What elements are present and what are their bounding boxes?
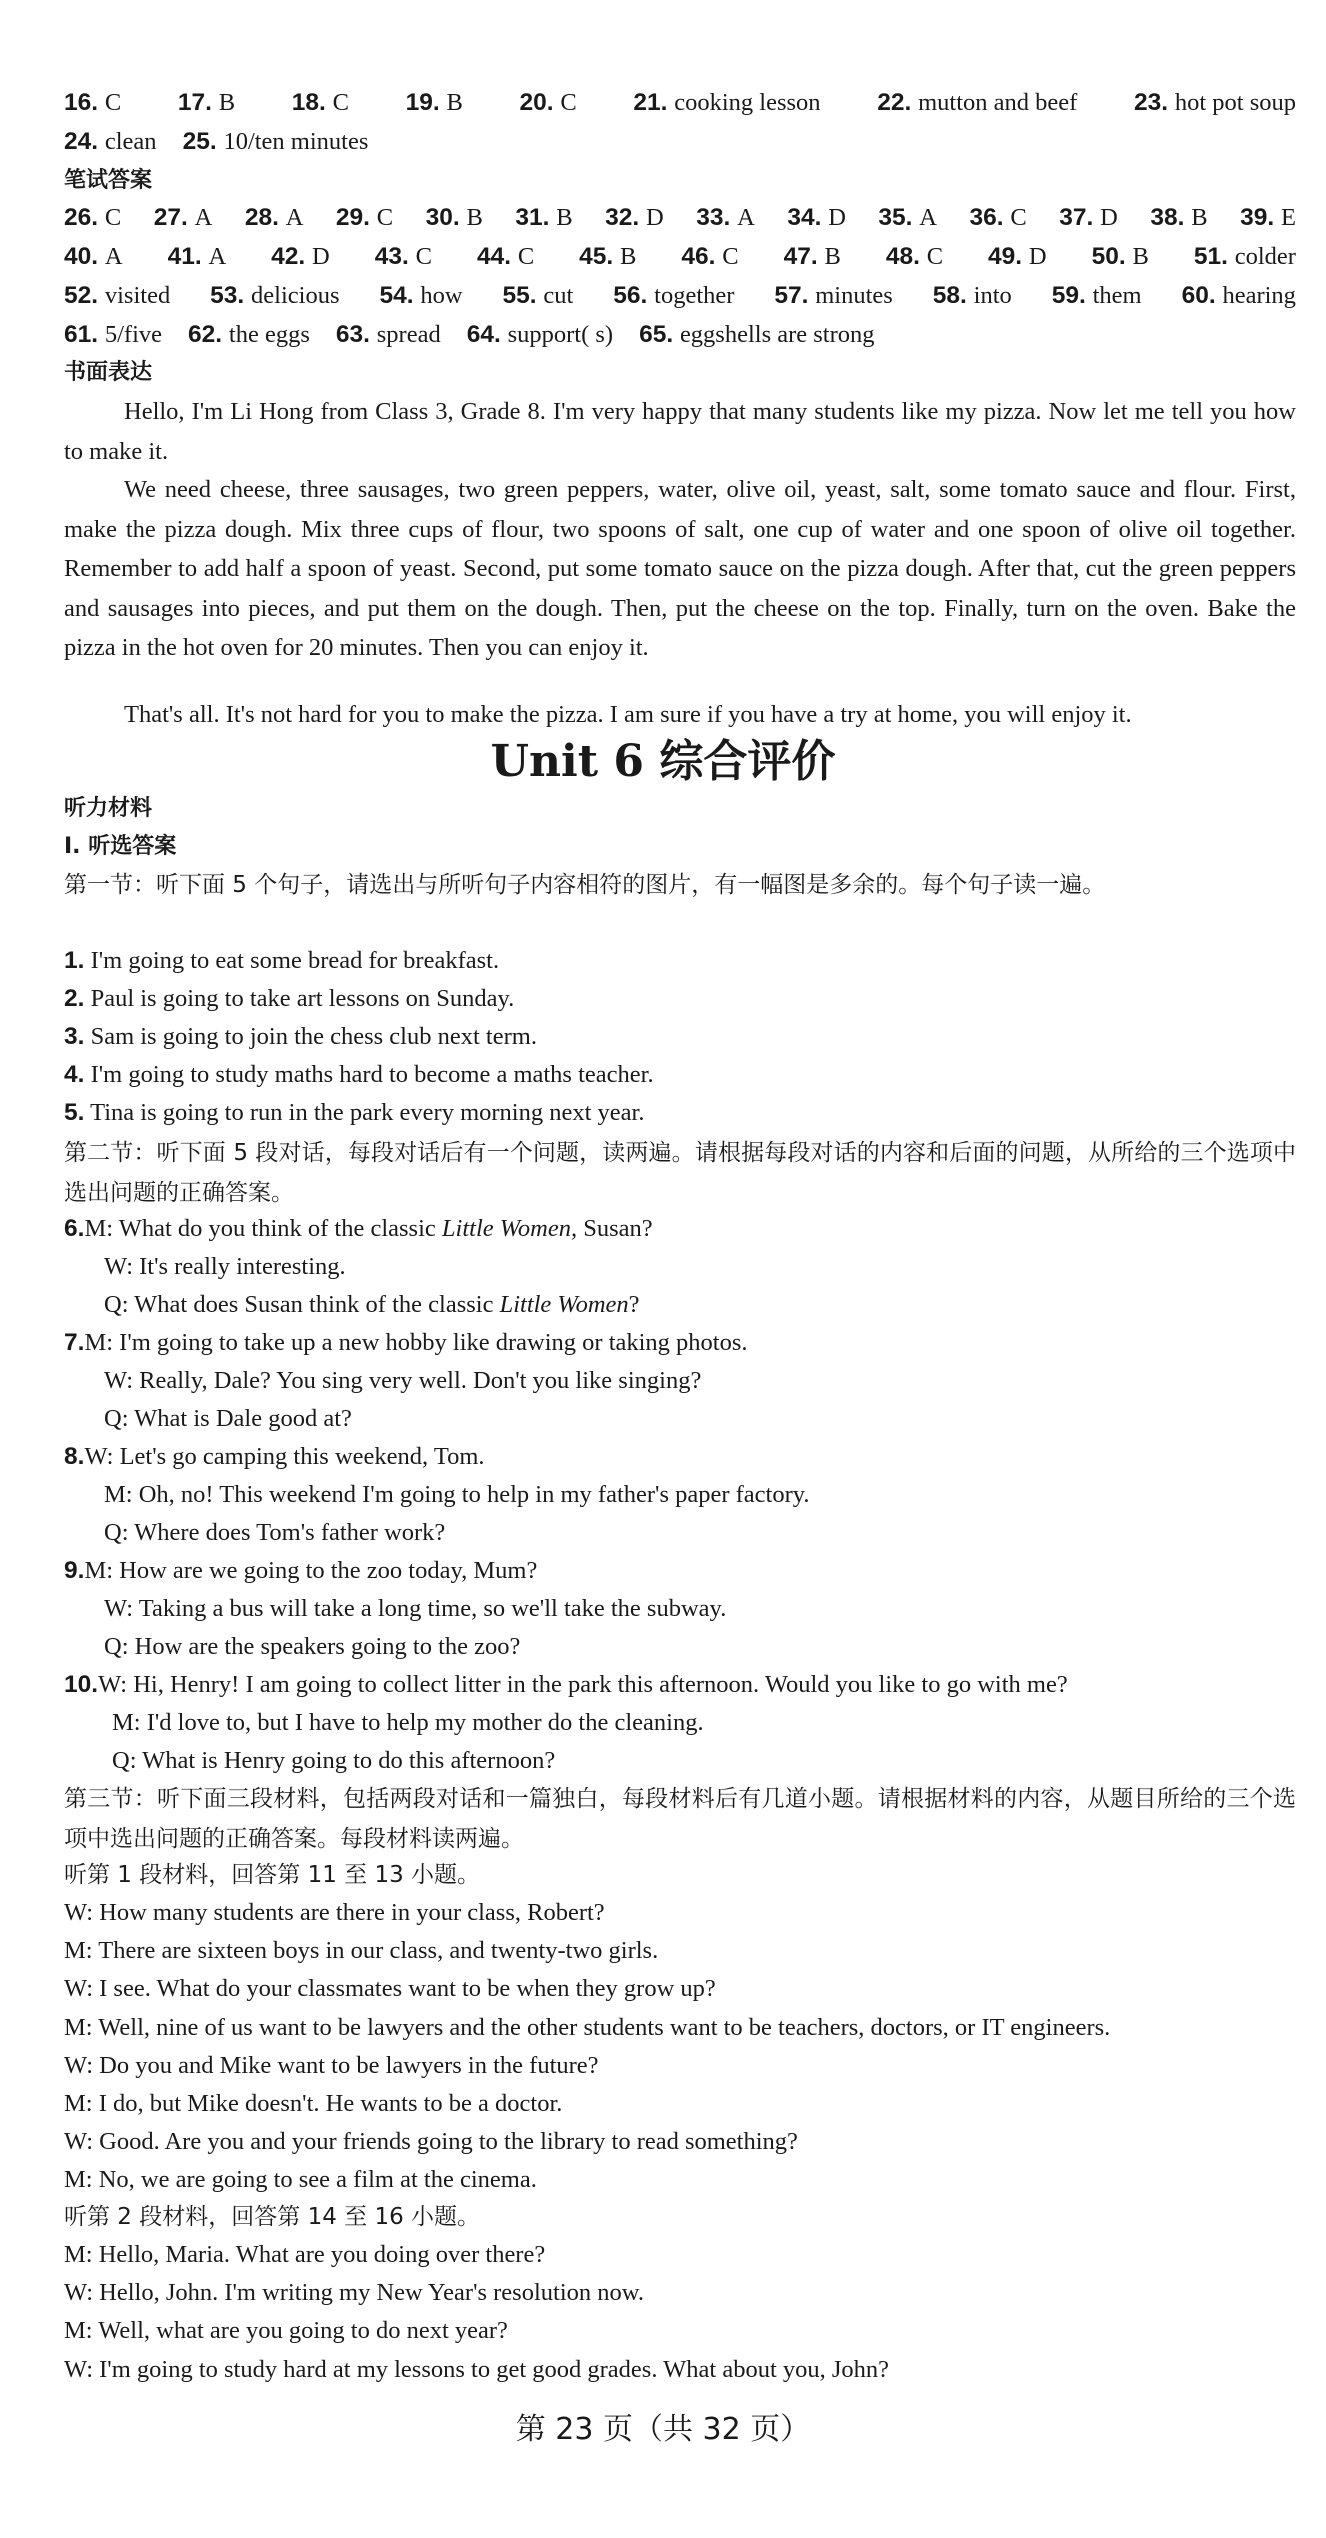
answer-number: 64. <box>466 321 508 348</box>
q9-line-1: 9.M: How are we going to the zoo today, Mum? <box>64 1557 538 1584</box>
answer-number: 48. <box>885 243 927 270</box>
answer-number: 21. <box>633 89 675 116</box>
answer-number: 31. <box>515 204 557 231</box>
answer-item <box>970 199 1027 237</box>
answer-item <box>784 238 841 276</box>
answer-number: 19. <box>405 89 447 116</box>
dialogue-line: W: I'm going to study hard at my lessons to get good grades. What about you, John? <box>64 2355 890 2383</box>
answer-value: mutton and beef <box>918 89 1078 116</box>
answer-item <box>633 84 820 122</box>
answer-number: 35. <box>878 204 920 231</box>
answer-number: 50. <box>1091 243 1133 270</box>
answer-item <box>154 199 213 237</box>
answer-value: into <box>973 282 1012 309</box>
answer-value: A <box>285 204 304 231</box>
answer-value: B <box>218 89 236 116</box>
answer-value: A <box>208 243 227 270</box>
answer-number: 63. <box>335 321 377 348</box>
answer-value: D <box>312 243 330 270</box>
answer-item <box>696 199 755 237</box>
dialogue-line: M: Well, what are you going to do next year? <box>64 2317 508 2345</box>
part-1-item <box>64 980 1296 1018</box>
answer-item <box>886 238 943 276</box>
answer-value: B <box>1132 243 1149 270</box>
dialogue-line: W: How many students are there in your class, Robert? <box>64 1899 605 1926</box>
dialogue-line: W: Hello, John. I'm writing my New Year's resolution now. <box>64 2279 644 2307</box>
q6-line-2: W: It's really interesting. <box>104 1253 346 1280</box>
page-footer: 第 23 页（共 32 页） <box>515 2412 811 2447</box>
item-text: Paul is going to take art lessons on Sunday. <box>84 985 515 1012</box>
answer-number: 46. <box>681 243 723 270</box>
item-number: 4. <box>64 1061 85 1088</box>
written-answers-row-2 <box>64 238 1296 276</box>
answer-item <box>375 238 432 276</box>
answer-value: C <box>104 89 122 116</box>
answer-item <box>183 123 369 161</box>
answer-number: 49. <box>988 243 1029 270</box>
answer-number: 16. <box>64 89 105 116</box>
answer-item <box>64 123 157 161</box>
answer-value: spread <box>376 321 441 348</box>
dialogue-line: M: I do, but Mike doesn't. He wants to be a doctor. <box>64 2090 563 2117</box>
answer-number: 20. <box>519 89 561 116</box>
answer-item <box>271 238 330 276</box>
answer-value: how <box>420 282 463 309</box>
answer-number: 27. <box>153 204 195 231</box>
answer-number: 58. <box>932 282 974 309</box>
answer-value: delicious <box>251 282 340 309</box>
part-1-item <box>64 1018 1296 1056</box>
answer-number: 33. <box>696 204 738 231</box>
answer-number: 62. <box>188 321 229 348</box>
answer-item <box>426 199 483 237</box>
answer-item <box>168 238 227 276</box>
q7-line-1: 7.M: I'm going to take up a new hobby like drawing or taking photos. <box>64 1329 748 1356</box>
listening-answers-row-2 <box>64 123 1296 161</box>
answer-number: 23. <box>1133 89 1175 116</box>
answer-value: E <box>1280 204 1296 231</box>
answer-number: 22. <box>877 89 919 116</box>
answer-number: 42. <box>271 243 313 270</box>
q7-question: Q: What is Dale good at? <box>104 1405 352 1432</box>
dialogue-line: W: Good. Are you and your friends going to the library to read something? <box>64 2128 798 2156</box>
answer-item <box>1240 199 1296 237</box>
q8-question: Q: Where does Tom's father work? <box>104 1519 446 1546</box>
writing-paragraph-1: Hello, I'm Li Hong from Class 3, Grade 8. I'm very happy that many students like my pizza. Now let me tell you how to make it. <box>64 398 1296 465</box>
answer-number: 25. <box>182 128 224 155</box>
answer-item <box>579 238 636 276</box>
answer-value: C <box>415 243 432 270</box>
answer-number: 38. <box>1150 204 1192 231</box>
answer-item <box>64 238 123 276</box>
answer-value: colder <box>1234 243 1296 270</box>
answer-item <box>613 277 734 315</box>
answer-item <box>1052 277 1142 315</box>
answer-item <box>988 238 1047 276</box>
item-number: 2. <box>64 985 85 1012</box>
part-3-intro: 第三节：听下面三段材料，包括两段对话和一篇独白，每段材料后有几道小题。请根据材料的内容，从题目所给的三个选项中选出问题的正确答案。每段材料读两遍。 <box>64 1786 1296 1852</box>
answer-value: D <box>828 204 846 231</box>
dialogue-line: M: Hello, Maria. What are you doing over there? <box>64 2241 546 2268</box>
answer-value: A <box>194 204 213 231</box>
answer-value: B <box>446 89 463 116</box>
answer-number: 24. <box>64 128 105 155</box>
answer-value: hot pot soup <box>1174 89 1296 116</box>
answer-number: 30. <box>425 204 467 231</box>
answer-number: 53. <box>210 282 252 309</box>
answer-item <box>1194 238 1296 276</box>
answer-value: support( s) <box>507 321 614 348</box>
answer-value: together <box>654 282 735 309</box>
q10-question: Q: What is Henry going to do this afternoon? <box>112 1747 556 1774</box>
written-answers-heading: 笔试答案 <box>64 168 153 193</box>
q10-line-2: M: I'd love to, but I have to help my mother do the cleaning. <box>112 1709 704 1736</box>
answer-number: 54. <box>379 282 421 309</box>
answer-number: 61. <box>64 321 105 348</box>
item-text: Tina is going to run in the park every morning next year. <box>84 1099 645 1126</box>
answer-value: D <box>1028 243 1047 270</box>
answer-item <box>64 199 121 237</box>
answer-number: 17. <box>177 89 219 116</box>
answer-item <box>877 84 1077 122</box>
answer-value: B <box>466 204 483 231</box>
answer-item <box>1134 84 1296 122</box>
answer-number: 41. <box>167 243 209 270</box>
answer-item <box>64 277 170 315</box>
listening-material-heading: 听力材料 <box>64 796 153 821</box>
answer-value: D <box>646 204 664 231</box>
answer-item <box>1059 199 1118 237</box>
dialogue-line: W: I see. What do your classmates want to be when they grow up? <box>64 1975 716 2003</box>
part-1-item <box>64 1056 1296 1094</box>
answer-value: minutes <box>815 282 893 309</box>
answer-item <box>477 238 534 276</box>
answer-value: A <box>919 204 937 231</box>
answer-item <box>336 199 393 237</box>
item-text: I'm going to eat some bread for breakfast. <box>84 947 500 974</box>
writing-paragraph-2: We need cheese, three sausages, two green peppers, water, olive oil, yeast, salt, some tomato sauce and flour. First, make the pizza dough. Mix three cups of flour, two spoons of salt, one cup of water and one spoon of olive oil together. Remember to add half a spoon of yeast. Second, put some tomato sauce on the pizza dough. After that, cut the green peppers and sausages into pieces, and put them on the dough. Then, put the cheese on the top. Finally, turn on the oven. Bake the pizza in the hot oven for 20 minutes. Then you can enjoy it. <box>64 476 1296 661</box>
part-1-item <box>64 1094 1296 1132</box>
answer-number: 40. <box>64 243 105 270</box>
answer-value: A <box>737 204 755 231</box>
part-1-intro: 第一节：听下面 5 个句子，请选出与所听句子内容相符的图片，有一幅图是多余的。每个句子读一遍。 <box>64 872 1106 898</box>
answer-item <box>774 277 892 315</box>
answer-item <box>188 316 310 354</box>
answer-item <box>639 316 874 354</box>
answer-number: 55. <box>502 282 544 309</box>
q7-line-2: W: Really, Dale? You sing very well. Don't you like singing? <box>104 1367 702 1394</box>
answer-item <box>336 316 441 354</box>
answer-number: 37. <box>1059 204 1101 231</box>
answer-value: B <box>1191 204 1208 231</box>
q9-line-2: W: Taking a bus will take a long time, so we'll take the subway. <box>104 1595 727 1622</box>
answer-value: B <box>556 204 573 231</box>
q8-line-1: 8.W: Let's go camping this weekend, Tom. <box>64 1443 485 1470</box>
answer-number: 59. <box>1051 282 1093 309</box>
answer-number: 47. <box>783 243 825 270</box>
answer-number: 60. <box>1181 282 1223 309</box>
unit-title: Unit 6 综合评价 <box>490 736 836 787</box>
answer-value: the eggs <box>228 321 310 348</box>
answer-number: 34. <box>787 204 829 231</box>
answer-value: them <box>1092 282 1142 309</box>
writing-heading: 书面表达 <box>64 360 153 385</box>
listening-answers-row-1 <box>64 84 1296 122</box>
answer-number: 52. <box>64 282 105 309</box>
answer-item <box>178 84 235 122</box>
answer-item <box>64 84 121 122</box>
answer-value: eggshells are strong <box>679 321 875 348</box>
answer-value: C <box>104 204 122 231</box>
answer-number: 43. <box>374 243 416 270</box>
q6-question: Q: What does Susan think of the classic Little Women? <box>104 1291 640 1318</box>
item-text: Sam is going to join the chess club next term. <box>84 1023 537 1050</box>
answer-item <box>605 199 664 237</box>
answer-number: 28. <box>244 204 286 231</box>
answer-item <box>520 84 577 122</box>
answer-item <box>515 199 572 237</box>
answer-item <box>64 316 162 354</box>
written-answers-row-3 <box>64 277 1296 315</box>
answer-number: 44. <box>476 243 518 270</box>
answer-item <box>406 84 463 122</box>
answer-value: cut <box>543 282 574 309</box>
q10-line-1: 10.W: Hi, Henry! I am going to collect litter in the park this afternoon. Would you like to go with me? <box>64 1671 1068 1698</box>
answer-value: C <box>332 89 349 116</box>
answer-number: 45. <box>579 243 621 270</box>
dialogue-line: W: Do you and Mike want to be lawyers in the future? <box>64 2051 599 2079</box>
answer-number: 56. <box>613 282 655 309</box>
answer-item <box>933 277 1012 315</box>
answer-value: clean <box>104 128 157 155</box>
item-number: 3. <box>64 1023 85 1050</box>
writing-paragraph-3: That's all. It's not hard for you to make the pizza. I am sure if you have a try at home, you will enjoy it. <box>124 701 1132 728</box>
written-answers-row-1 <box>64 199 1296 237</box>
answer-number: 65. <box>639 321 680 348</box>
written-answers-row-4 <box>64 316 1296 354</box>
answer-item <box>292 84 349 122</box>
part-2-intro: 第二节：听下面 5 段对话，每段对话后有一个问题，读两遍。请根据每段对话的内容和后面的问题，从所给的三个选项中选出问题的正确答案。 <box>64 1140 1296 1206</box>
answer-value: visited <box>104 282 171 309</box>
answer-number: 32. <box>605 204 646 231</box>
answer-value: D <box>1100 204 1118 231</box>
answer-item <box>681 238 738 276</box>
item-number: 1. <box>64 947 85 974</box>
answer-number: 36. <box>969 204 1011 231</box>
answer-item <box>210 277 339 315</box>
answer-value: C <box>1010 204 1027 231</box>
answer-item <box>1182 277 1296 315</box>
answer-item <box>878 199 937 237</box>
answer-value: cooking lesson <box>674 89 821 116</box>
answer-number: 26. <box>64 204 105 231</box>
section-1-heading: Ⅰ. 听选答案 <box>64 834 177 859</box>
answer-item <box>1092 238 1149 276</box>
answer-value: C <box>517 243 535 270</box>
answer-value: C <box>926 243 944 270</box>
answer-item <box>1150 199 1207 237</box>
answer-value: B <box>620 243 637 270</box>
dialogue-line: M: Well, nine of us want to be lawyers and the other students want to be teachers, doctors, or IT engineers. <box>64 2013 1111 2041</box>
q6-line-1: 6.M: What do you think of the classic Little Women, Susan? <box>64 1215 653 1242</box>
q9-question: Q: How are the speakers going to the zoo? <box>104 1633 521 1660</box>
answer-item <box>467 316 613 354</box>
answer-number: 57. <box>774 282 816 309</box>
answer-value: B <box>824 243 841 270</box>
answer-number: 51. <box>1193 243 1235 270</box>
q8-line-2: M: Oh, no! This weekend I'm going to help in my father's paper factory. <box>104 1481 810 1508</box>
item-text: I'm going to study maths hard to become a maths teacher. <box>84 1061 654 1088</box>
dialogue-line: M: No, we are going to see a film at the cinema. <box>64 2166 537 2194</box>
answer-value: A <box>104 243 123 270</box>
answer-item <box>503 277 574 315</box>
item-number: 5. <box>64 1099 85 1126</box>
answer-value: 10/ten minutes <box>223 128 369 155</box>
answer-item <box>379 277 462 315</box>
answer-value: C <box>722 243 739 270</box>
material-1-heading: 听第 1 段材料，回答第 11 至 13 小题。 <box>64 1862 481 1888</box>
dialogue-line: M: There are sixteen boys in our class, and twenty-two girls. <box>64 1937 659 1965</box>
answer-value: C <box>560 89 577 116</box>
answer-item <box>787 199 846 237</box>
answer-number: 29. <box>335 204 377 231</box>
answer-item <box>245 199 304 237</box>
answer-number: 18. <box>291 89 333 116</box>
answer-value: 5/five <box>104 321 163 348</box>
answer-number: 39. <box>1240 204 1281 231</box>
part-1-item <box>64 942 1296 980</box>
material-2-heading: 听第 2 段材料，回答第 14 至 16 小题。 <box>64 2204 481 2230</box>
answer-value: C <box>376 204 394 231</box>
answer-value: hearing <box>1222 282 1296 309</box>
